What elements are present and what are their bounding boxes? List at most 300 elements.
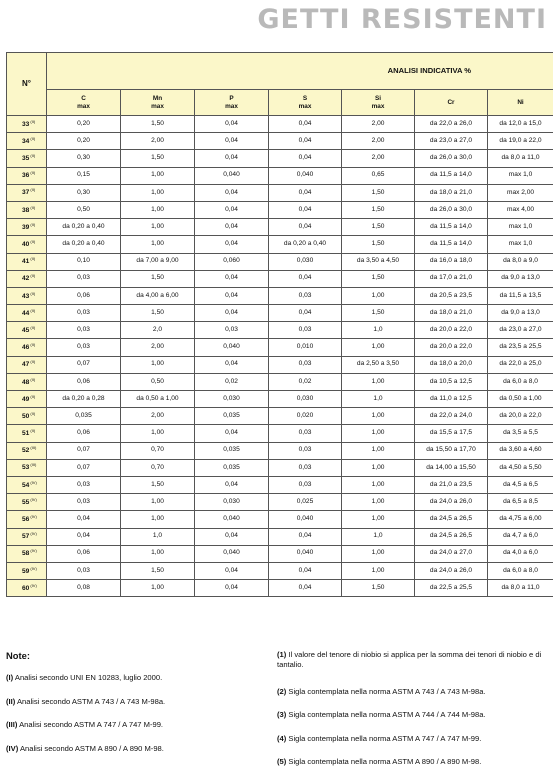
cell-c: 0,07 (47, 459, 121, 476)
note-item (6, 697, 266, 706)
row-number-value: 51 (22, 430, 30, 438)
cell-p: 0,04 (195, 562, 269, 579)
row-reference: (II) (30, 410, 36, 416)
cell-si: da 3,50 a 4,50 (342, 253, 415, 270)
table-row (7, 494, 553, 511)
column-header-c (47, 90, 121, 116)
cell-ni: da 4,7 a 6,0 (488, 528, 553, 545)
cell-mn: 2,0 (121, 322, 195, 339)
table-row (7, 322, 553, 339)
footnote-item (277, 650, 549, 671)
cell-si: da 2,50 a 3,50 (342, 356, 415, 373)
row-reference: (II) (30, 290, 36, 296)
table-row (7, 476, 553, 493)
footnote-item (277, 687, 549, 696)
cell-s: 0,04 (269, 562, 342, 579)
cell-mn: 1,00 (121, 201, 195, 218)
cell-p: 0,04 (195, 150, 269, 167)
note-item (6, 744, 266, 753)
cell-p: 0,04 (195, 305, 269, 322)
cell-s: 0,010 (269, 339, 342, 356)
table-row (7, 339, 553, 356)
cell-p: 0,04 (195, 219, 269, 236)
row-reference: (II) (30, 393, 36, 399)
cell-ni: da 8,0 a 11,0 (488, 150, 553, 167)
cell-p: 0,04 (195, 116, 269, 133)
cell-ni: da 9,0 a 13,0 (488, 305, 553, 322)
cell-c: 0,03 (47, 270, 121, 287)
row-number-value: 58 (22, 550, 30, 558)
table-row (7, 356, 553, 373)
cell-ni: da 8,0 a 11,0 (488, 580, 553, 597)
cell-si: 1,00 (342, 339, 415, 356)
row-number-value: 39 (22, 224, 30, 232)
column-name: P (229, 95, 234, 103)
cell-p: 0,030 (195, 494, 269, 511)
cell-s: 0,040 (269, 167, 342, 184)
cell-s: 0,04 (269, 580, 342, 597)
note-item (6, 673, 266, 682)
cell-ni: da 3,60 a 4,60 (488, 442, 553, 459)
row-number (7, 287, 47, 304)
row-reference: (II) (30, 359, 36, 365)
cell-cr: da 17,0 a 21,0 (415, 270, 488, 287)
cell-ni: da 20,0 a 22,0 (488, 408, 553, 425)
cell-cr: da 22,0 a 26,0 (415, 116, 488, 133)
note-text: Analisi secondo ASTM A 747 / A 747 M-99. (19, 720, 164, 729)
table-row (7, 545, 553, 562)
cell-c: 0,03 (47, 476, 121, 493)
cell-mn: 1,50 (121, 270, 195, 287)
cell-p: 0,040 (195, 511, 269, 528)
row-number (7, 133, 47, 150)
cell-c: 0,20 (47, 133, 121, 150)
cell-si: 1,00 (342, 511, 415, 528)
number-header: N° (7, 53, 47, 116)
row-number (7, 270, 47, 287)
cell-c: da 0,20 a 0,40 (47, 236, 121, 253)
cell-ni: max 4,00 (488, 201, 553, 218)
row-number (7, 391, 47, 408)
cell-s: 0,04 (269, 528, 342, 545)
row-reference: (II) (30, 118, 36, 124)
row-number (7, 150, 47, 167)
cell-ni: da 3,5 a 5,5 (488, 425, 553, 442)
cell-mn: da 4,00 a 6,00 (121, 287, 195, 304)
footnote-key: (4) (277, 733, 287, 743)
cell-cr: da 26,0 a 30,0 (415, 201, 488, 218)
cell-cr: da 20,5 a 23,5 (415, 287, 488, 304)
footnote-key: (3) (277, 710, 287, 719)
cell-mn: 1,50 (121, 150, 195, 167)
row-number-value: 38 (22, 206, 30, 214)
cell-si: 2,00 (342, 116, 415, 133)
cell-ni: da 6,5 a 8,5 (488, 494, 553, 511)
cell-s: 0,04 (269, 219, 342, 236)
cell-p: 0,02 (195, 373, 269, 390)
cell-s: 0,02 (269, 373, 342, 390)
row-number (7, 562, 47, 579)
row-reference: (IV) (30, 582, 37, 588)
cell-mn: 2,00 (121, 408, 195, 425)
cell-cr: da 24,5 a 26,5 (415, 511, 488, 528)
row-number-value: 42 (22, 275, 30, 283)
note-text: Analisi secondo ASTM A 890 / A 890 M-98. (19, 743, 164, 753)
column-sub: max (371, 102, 385, 110)
cell-cr: da 16,0 a 18,0 (415, 253, 488, 270)
cell-mn: 0,50 (121, 373, 195, 390)
cell-si: 1,00 (342, 562, 415, 579)
row-number-value: 40 (22, 241, 30, 249)
row-number-value: 45 (22, 327, 30, 335)
cell-c: 0,04 (47, 528, 121, 545)
cell-si: 1,00 (342, 494, 415, 511)
cell-p: 0,040 (195, 339, 269, 356)
cell-s: 0,04 (269, 305, 342, 322)
cell-s: 0,040 (269, 511, 342, 528)
row-reference: (II) (30, 204, 36, 210)
cell-cr: da 11,0 a 12,5 (415, 391, 488, 408)
cell-si: 0,65 (342, 167, 415, 184)
cell-mn: 1,00 (121, 184, 195, 201)
row-number (7, 580, 47, 597)
cell-c: 0,30 (47, 150, 121, 167)
row-number (7, 236, 47, 253)
row-number-value: 48 (22, 378, 30, 386)
cell-c: 0,15 (47, 167, 121, 184)
row-number-value: 35 (22, 155, 30, 163)
cell-p: 0,04 (195, 476, 269, 493)
note-text: Analisi secondo ASTM A 743 / A 743 M-98a. (16, 696, 166, 706)
cell-mn: da 7,00 a 9,00 (121, 253, 195, 270)
cell-si: 1,0 (342, 391, 415, 408)
page-title: GETTI RESISTENTI (257, 4, 547, 35)
note-key: (IV) (6, 743, 19, 753)
row-number (7, 442, 47, 459)
cell-p: 0,035 (195, 459, 269, 476)
cell-ni: da 23,5 a 25,5 (488, 339, 553, 356)
cell-c: 0,03 (47, 305, 121, 322)
cell-p: 0,04 (195, 184, 269, 201)
table-row (7, 459, 553, 476)
footnote-item (277, 710, 549, 719)
cell-ni: da 11,5 a 13,5 (488, 287, 553, 304)
row-number (7, 253, 47, 270)
row-number (7, 356, 47, 373)
cell-s: da 0,20 a 0,40 (269, 236, 342, 253)
cell-mn: 1,00 (121, 425, 195, 442)
notes-right (277, 650, 549, 781)
cell-c: 0,03 (47, 562, 121, 579)
cell-p: 0,035 (195, 408, 269, 425)
cell-ni: max 1,0 (488, 219, 553, 236)
table-row (7, 133, 553, 150)
table-row (7, 184, 553, 201)
row-number-value: 43 (22, 292, 30, 300)
footnote-key: (2) (277, 686, 287, 696)
cell-c: 0,035 (47, 408, 121, 425)
cell-cr: da 22,0 a 24,0 (415, 408, 488, 425)
row-number-value: 49 (22, 395, 30, 403)
cell-ni: da 4,0 a 6,0 (488, 545, 553, 562)
cell-si: 1,00 (342, 442, 415, 459)
cell-si: 1,50 (342, 580, 415, 597)
column-name: Ni (517, 98, 524, 106)
cell-cr: da 22,5 a 25,5 (415, 580, 488, 597)
footnote-item (277, 734, 549, 743)
row-number (7, 219, 47, 236)
cell-ni: da 4,50 a 5,50 (488, 459, 553, 476)
column-name: S (302, 95, 308, 103)
cell-si: 2,00 (342, 133, 415, 150)
cell-s: 0,04 (269, 270, 342, 287)
row-number-value: 54 (22, 481, 30, 489)
cell-c: 0,10 (47, 253, 121, 270)
table-row (7, 408, 553, 425)
row-number-value: 52 (22, 447, 30, 455)
column-sub: max (77, 102, 90, 110)
row-number (7, 305, 47, 322)
cell-cr: da 11,5 a 14,0 (415, 219, 488, 236)
cell-s: 0,03 (269, 356, 342, 373)
cell-mn: 2,00 (121, 339, 195, 356)
table-row (7, 253, 553, 270)
cell-si: 1,50 (342, 236, 415, 253)
cell-cr: da 20,0 a 22,0 (415, 339, 488, 356)
cell-si: 1,00 (342, 287, 415, 304)
row-number-value: 60 (22, 584, 30, 592)
row-number (7, 545, 47, 562)
row-reference: (II) (30, 273, 36, 279)
notes-left (6, 650, 266, 767)
cell-c: 0,03 (47, 339, 121, 356)
cell-s: 0,025 (269, 494, 342, 511)
cell-mn: da 0,50 a 1,00 (121, 391, 195, 408)
cell-cr: da 26,0 a 30,0 (415, 150, 488, 167)
row-reference: (IV) (30, 531, 37, 537)
cell-s: 0,020 (269, 408, 342, 425)
cell-c: 0,06 (47, 373, 121, 390)
row-number (7, 201, 47, 218)
cell-s: 0,04 (269, 201, 342, 218)
table-row (7, 236, 553, 253)
row-number (7, 476, 47, 493)
table-row (7, 580, 553, 597)
cell-c: da 0,20 a 0,40 (47, 219, 121, 236)
row-reference: (IV) (30, 565, 37, 571)
cell-s: 0,04 (269, 184, 342, 201)
cell-cr: da 18,0 a 20,0 (415, 356, 488, 373)
cell-cr: da 24,0 a 27,0 (415, 545, 488, 562)
cell-si: 1,00 (342, 459, 415, 476)
note-key: (III) (6, 720, 18, 729)
cell-c: 0,06 (47, 287, 121, 304)
cell-p: 0,040 (195, 167, 269, 184)
row-reference: (IV) (30, 496, 37, 502)
row-reference: (II) (30, 135, 36, 141)
cell-cr: da 24,0 a 26,0 (415, 494, 488, 511)
cell-mn: 1,00 (121, 580, 195, 597)
table-row (7, 305, 553, 322)
cell-cr: da 14,00 a 15,50 (415, 459, 488, 476)
column-header-si (342, 90, 415, 116)
row-reference: (II) (30, 428, 36, 434)
cell-ni: da 6,0 a 8,0 (488, 562, 553, 579)
row-reference: (IV) (30, 479, 37, 485)
cell-si: 1,50 (342, 305, 415, 322)
cell-cr: da 24,5 a 26,5 (415, 528, 488, 545)
note-text: Analisi secondo UNI EN 10283, luglio 2000. (14, 673, 163, 682)
analysis-header: ANALISI INDICATIVA % (47, 53, 553, 90)
cell-ni: da 9,0 a 13,0 (488, 270, 553, 287)
cell-si: 1,0 (342, 528, 415, 545)
cell-mn: 1,00 (121, 236, 195, 253)
cell-ni: da 4,5 a 6,5 (488, 476, 553, 493)
cell-si: 1,00 (342, 408, 415, 425)
row-number-value: 53 (22, 464, 30, 472)
table-row (7, 528, 553, 545)
row-number (7, 459, 47, 476)
cell-mn: 1,00 (121, 494, 195, 511)
row-number-value: 47 (22, 361, 30, 369)
row-reference: (II) (30, 170, 36, 176)
row-number-value: 59 (22, 567, 30, 575)
cell-cr: da 21,0 a 23,5 (415, 476, 488, 493)
cell-cr: da 18,0 a 21,0 (415, 184, 488, 201)
cell-c: 0,08 (47, 580, 121, 597)
row-number-value: 55 (22, 499, 30, 507)
footnote-text: Sigla contemplata nella norma ASTM A 890 / A 890 M-98. (288, 757, 482, 766)
column-header-row (7, 90, 553, 116)
cell-ni: max 1,0 (488, 236, 553, 253)
cell-cr: da 15,50 a 17,70 (415, 442, 488, 459)
cell-ni: da 23,0 a 27,0 (488, 322, 553, 339)
table-body (7, 116, 553, 597)
cell-p: 0,04 (195, 201, 269, 218)
row-number-value: 34 (22, 138, 30, 146)
row-number (7, 494, 47, 511)
row-number (7, 116, 47, 133)
cell-mn: 1,50 (121, 476, 195, 493)
row-number (7, 528, 47, 545)
column-name: C (81, 95, 86, 103)
cell-s: 0,03 (269, 425, 342, 442)
cell-si: 1,0 (342, 322, 415, 339)
cell-p: 0,04 (195, 425, 269, 442)
cell-ni: da 12,0 a 15,0 (488, 116, 553, 133)
cell-p: 0,035 (195, 442, 269, 459)
row-reference: (II) (30, 342, 36, 348)
row-number (7, 373, 47, 390)
footnote-item (277, 757, 549, 766)
cell-cr: da 20,0 a 22,0 (415, 322, 488, 339)
table-row (7, 287, 553, 304)
cell-p: 0,04 (195, 580, 269, 597)
cell-s: 0,04 (269, 150, 342, 167)
row-number-value: 57 (22, 533, 30, 541)
cell-cr: da 11,5 a 14,0 (415, 236, 488, 253)
cell-s: 0,03 (269, 476, 342, 493)
column-name: Mn (152, 95, 163, 103)
cell-si: 1,50 (342, 201, 415, 218)
table-row (7, 373, 553, 390)
footnote-key: (1) (277, 650, 287, 659)
cell-cr: da 10,5 a 12,5 (415, 373, 488, 390)
row-reference: (II) (30, 153, 36, 159)
cell-c: 0,07 (47, 442, 121, 459)
cell-c: 0,07 (47, 356, 121, 373)
cell-ni: da 6,0 a 8,0 (488, 373, 553, 390)
column-sub: max (225, 102, 238, 110)
row-number (7, 167, 47, 184)
cell-si: 1,50 (342, 270, 415, 287)
notes-heading: Note: (6, 650, 30, 661)
note-key: (II) (6, 696, 16, 706)
cell-si: 1,50 (342, 184, 415, 201)
cell-s: 0,030 (269, 391, 342, 408)
cell-cr: da 24,0 a 26,0 (415, 562, 488, 579)
cell-ni: da 0,50 a 1,00 (488, 391, 553, 408)
column-header-cr (415, 90, 488, 116)
row-number-value: 50 (22, 413, 30, 421)
column-header-ni (488, 90, 553, 116)
footnote-text: Sigla contemplata nella norma ASTM A 743 / A 743 M-98a. (288, 686, 486, 696)
row-number-value: 46 (22, 344, 30, 352)
column-sub: max (298, 102, 312, 110)
cell-mn: 1,00 (121, 511, 195, 528)
row-reference: (II) (30, 376, 36, 382)
column-name: Cr (447, 98, 455, 106)
cell-c: 0,03 (47, 322, 121, 339)
footnote-text: Sigla contemplata nella norma ASTM A 747 / A 747 M-99. (288, 733, 482, 743)
cell-cr: da 15,5 a 17,5 (415, 425, 488, 442)
cell-s: 0,03 (269, 459, 342, 476)
cell-c: 0,20 (47, 116, 121, 133)
table-row (7, 219, 553, 236)
row-number (7, 511, 47, 528)
row-reference: (II) (30, 307, 36, 313)
row-reference: (IV) (30, 514, 37, 520)
cell-s: 0,04 (269, 133, 342, 150)
row-number (7, 339, 47, 356)
column-header-mn (121, 90, 195, 116)
cell-p: 0,03 (195, 322, 269, 339)
footnote-text: Il valore del tenore di niobio si applica per la somma dei tenori di niobio e di tantalio. (277, 650, 542, 670)
cell-ni: da 8,0 a 9,0 (488, 253, 553, 270)
table-row (7, 270, 553, 287)
row-reference: (II) (30, 324, 36, 330)
cell-mn: 1,0 (121, 528, 195, 545)
row-number-value: 41 (22, 258, 30, 266)
table-row (7, 201, 553, 218)
column-name: Si (374, 95, 382, 103)
cell-p: 0,04 (195, 287, 269, 304)
table-row (7, 116, 553, 133)
row-number (7, 184, 47, 201)
cell-s: 0,03 (269, 287, 342, 304)
cell-ni: max 1,0 (488, 167, 553, 184)
cell-p: 0,04 (195, 528, 269, 545)
table-row (7, 562, 553, 579)
cell-mn: 1,00 (121, 356, 195, 373)
cell-cr: da 23,0 a 27,0 (415, 133, 488, 150)
cell-p: 0,04 (195, 133, 269, 150)
cell-mn: 0,70 (121, 459, 195, 476)
cell-si: 2,00 (342, 150, 415, 167)
note-key: (I) (6, 673, 14, 682)
cell-mn: 1,50 (121, 305, 195, 322)
cell-mn: 1,00 (121, 219, 195, 236)
